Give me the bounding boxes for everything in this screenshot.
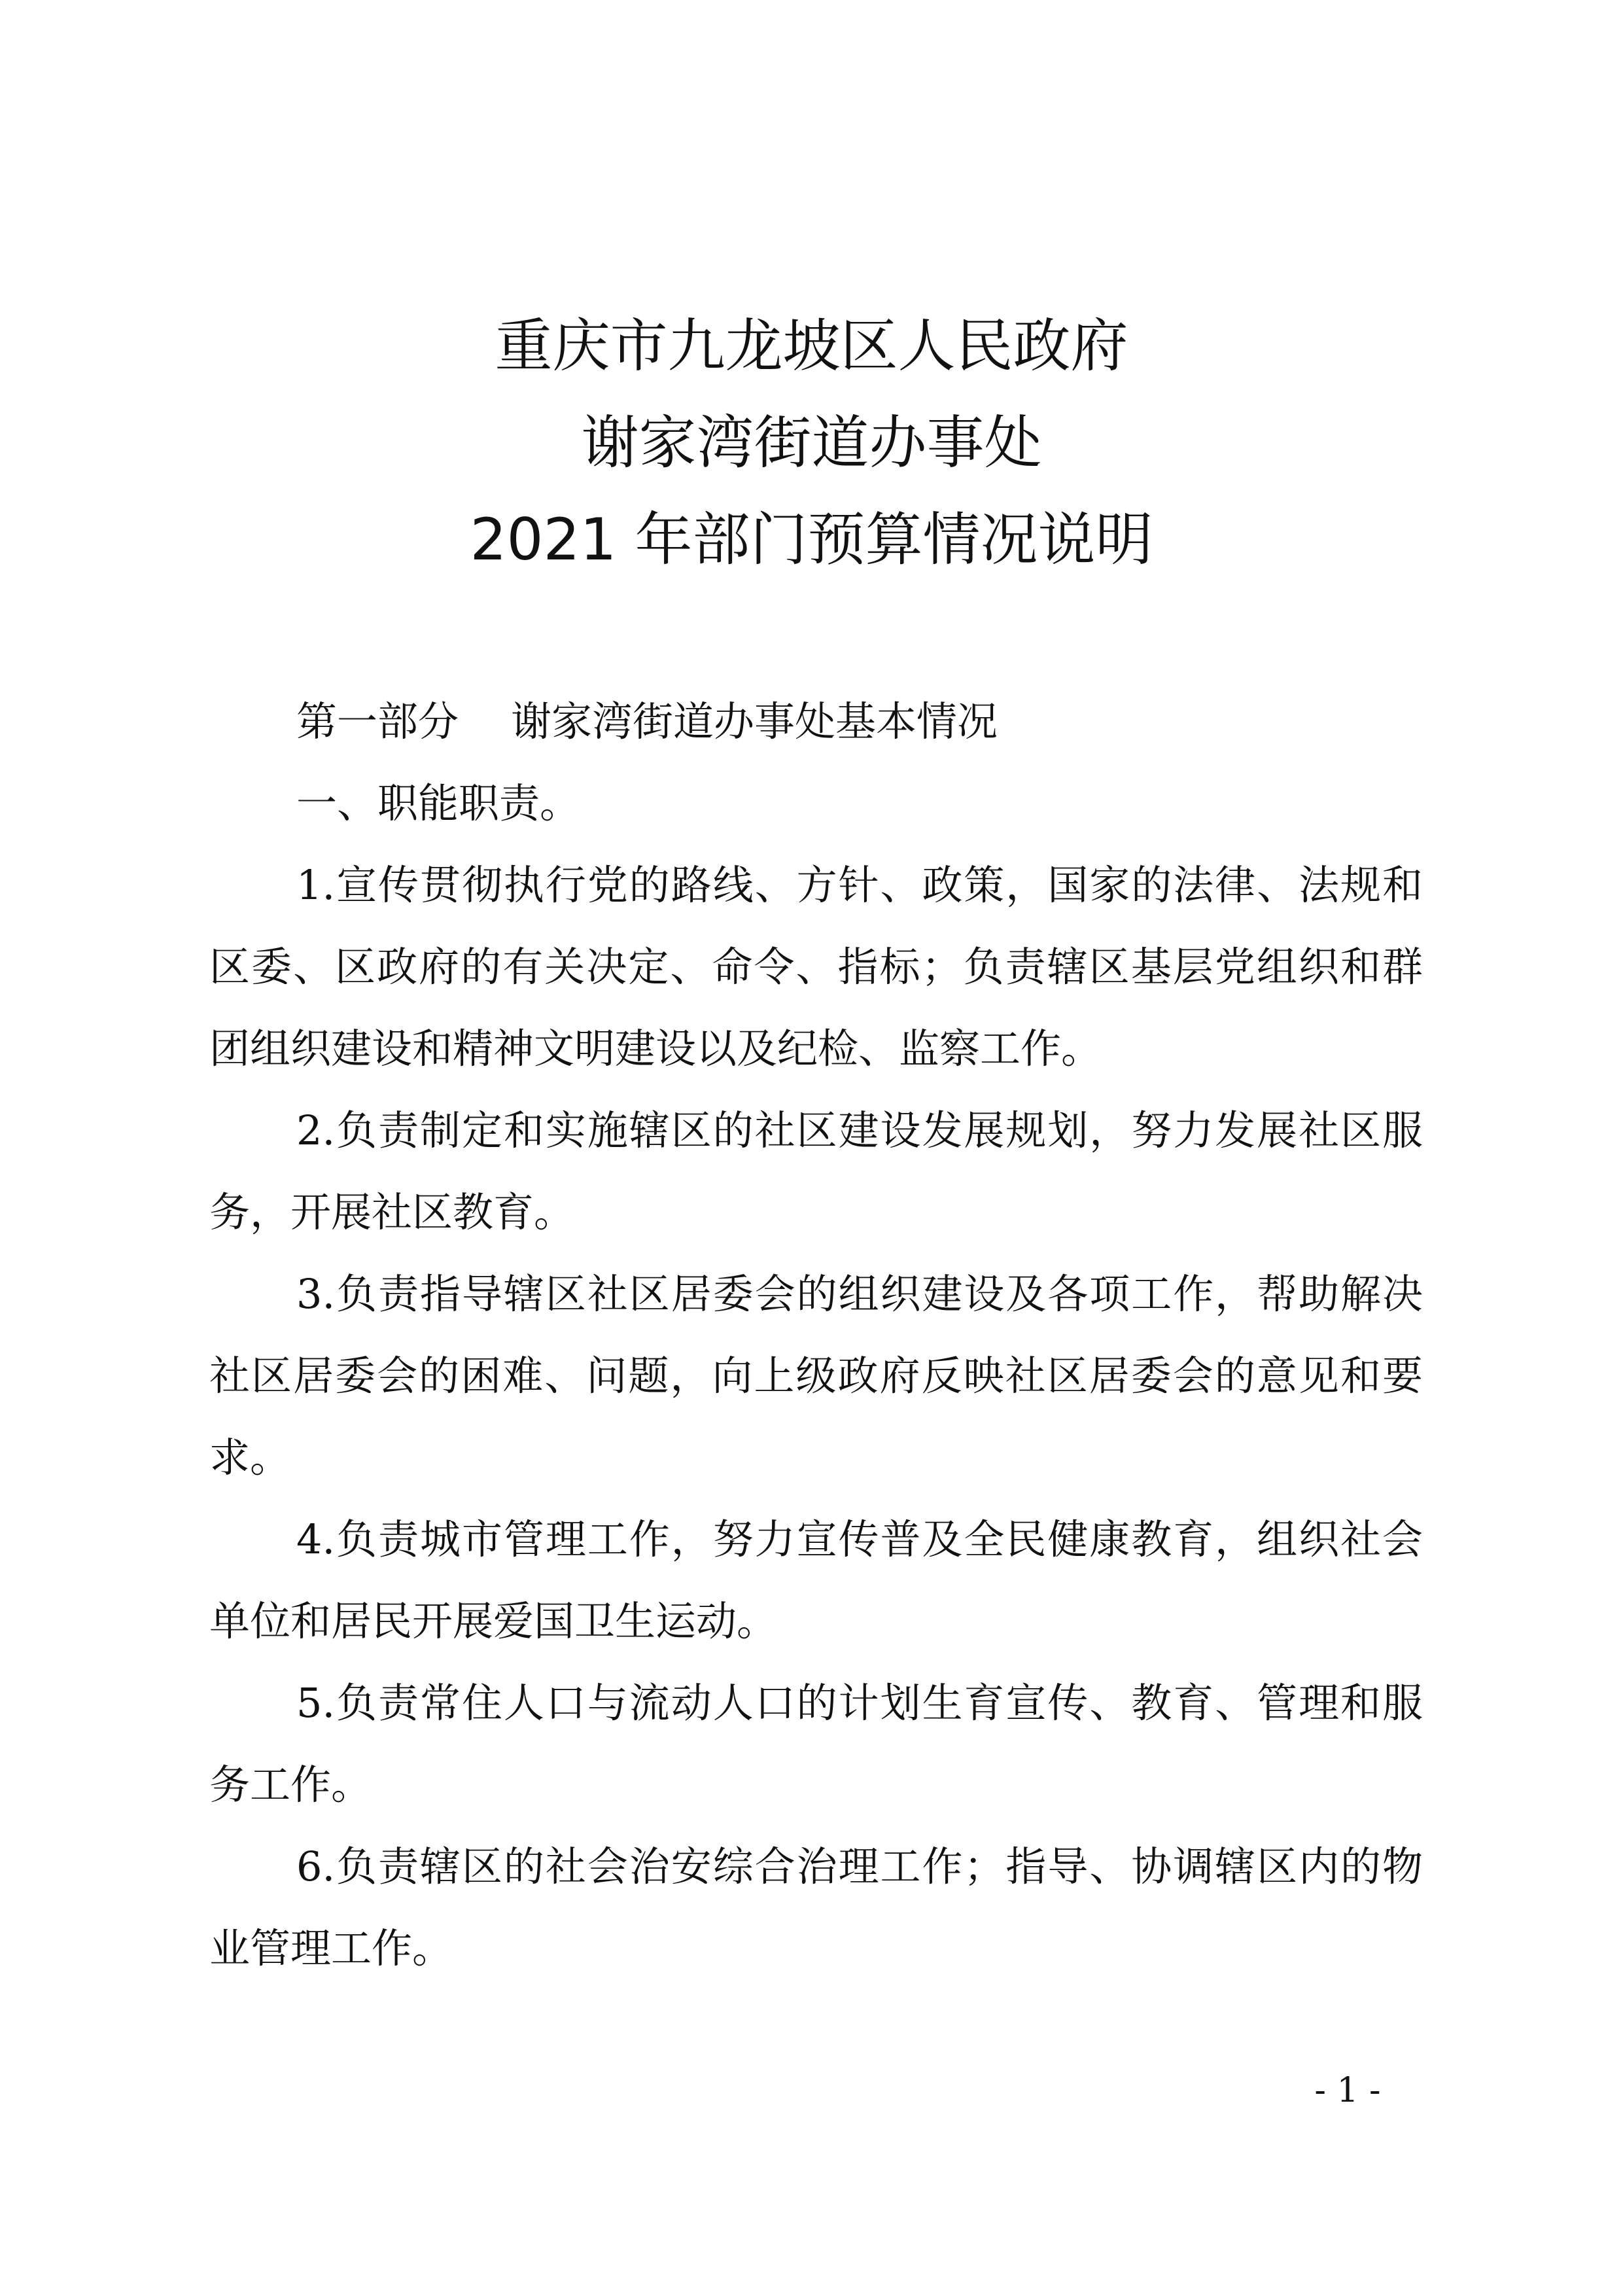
title-line-3: 2021 年部门预算情况说明 (470, 506, 1153, 573)
item-number: 3. (296, 1270, 336, 1318)
list-item (209, 844, 1423, 1089)
item-number: 2. (296, 1106, 336, 1154)
item-text: 负责常住人口与流动人口的计划生育宣传、教育、管理和服务工作。 (209, 1679, 1423, 1809)
list-item (209, 1089, 1423, 1253)
list-item (209, 1253, 1423, 1498)
item-text: 负责制定和实施辖区的社区建设发展规划，努力发展社区服务，开展社区教育。 (209, 1106, 1423, 1236)
list-item (209, 1826, 1423, 1989)
item-text: 负责指导辖区社区居委会的组织建设及各项工作，帮助解决社区居委会的困难、问题，向上级政府反映社区居委会的意见和要求。 (209, 1270, 1423, 1481)
document-body (209, 680, 1423, 1989)
title-line-2: 谢家湾街道办事处 (581, 409, 1042, 476)
title-line-1: 重庆市九龙坡区人民政府 (495, 312, 1128, 380)
part-label: 第一部分 (296, 698, 459, 745)
page-number: - 1 - (1314, 2071, 1381, 2110)
subheading: 一、职能职责。 (296, 779, 581, 827)
section-heading (209, 680, 1423, 762)
item-number: 1. (296, 861, 336, 909)
item-text: 宣传贯彻执行党的路线、方针、政策，国家的法律、法规和区委、区政府的有关决定、命令、指标；负责辖区基层党组织和群团组织建设和精神文明建设以及纪检、监察工作。 (209, 861, 1423, 1072)
item-text: 负责城市管理工作，努力宣传普及全民健康教育，组织社会单位和居民开展爱国卫生运动。 (209, 1515, 1423, 1645)
part-title: 谢家湾街道办事处基本情况 (511, 698, 998, 745)
item-number: 4. (296, 1515, 336, 1563)
list-item (209, 1498, 1423, 1662)
item-number: 6. (296, 1843, 336, 1890)
item-number: 5. (296, 1679, 336, 1727)
list-item (209, 1662, 1423, 1826)
item-text: 负责辖区的社会治安综合治理工作；指导、协调辖区内的物业管理工作。 (209, 1843, 1423, 1972)
document-title (0, 298, 1623, 588)
